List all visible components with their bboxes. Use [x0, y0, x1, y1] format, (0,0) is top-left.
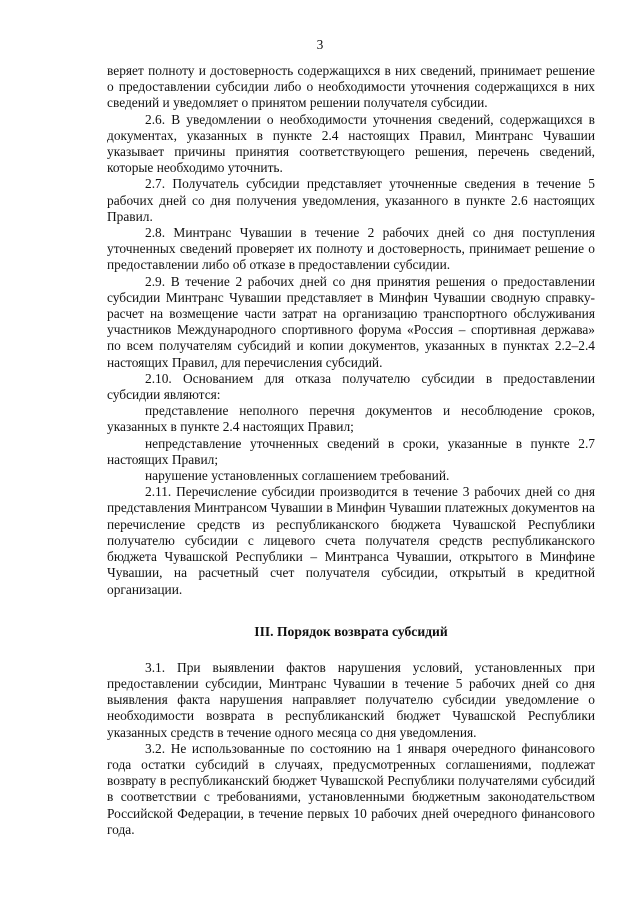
paragraph-3-2: 3.2. Не использованные по состоянию на 1 января очередного финансового года остатки субсидий в случаях, предусмотренных соглашениями, подлежат возврату в республиканский бюджет Чувашской Республики получателями субсидий в соответствии с требованиями, установленными бюджетным законодательством Российской Федерации, в течение первых 10 рабочих дней очередного финансового года. [107, 740, 595, 837]
paragraph-continuation: веряет полноту и достоверность содержащихся в них сведений, принимает решение о предоставлении субсидии либо о необходимости уточнения содержащихся в них сведений и уведомляет о принятом решении получателя субсидии. [107, 63, 595, 111]
document-body [107, 63, 595, 838]
paragraph-2-9: 2.9. В течение 2 рабочих дней со дня принятия решения о предоставлении субсидии Минтранс Чувашии представляет в Минфин Чувашии сводную справку-расчет на возмещение части затрат на организацию транспортного обслуживания участников Международного спортивного форума «Россия – спортивная держава» по всем получателям субсидий и копии документов, указанных в пунктах 2.2–2.4 настоящих Правил, для перечисления субсидий. [107, 273, 595, 370]
paragraph-2-10: 2.10. Основанием для отказа получателю субсидии в предоставлении субсидии являются: [107, 370, 595, 403]
paragraph-2-8: 2.8. Минтранс Чувашии в течение 2 рабочих дней со дня поступления уточненных сведений проверяет их полноту и достоверность, принимает решение о предоставлении либо об отказе в предоставлении субсидии. [107, 225, 595, 273]
page-number: 3 [316, 37, 324, 52]
paragraph-2-11: 2.11. Перечисление субсидии производится в течение 3 рабочих дней со дня представления Минтрансом Чувашии в Минфин Чувашии платежных документов на перечисление средств из республиканского бюджета Чувашской Республики получателю субсидии с лицевого счета получателя средств республиканского бюджета Чувашской Республики – Минтранса Чувашии, открытого в Минфине Чувашии, на расчетный счет получателя субсидии, открытый в кредитной организации. [107, 484, 595, 597]
list-item-incomplete-documents: представление неполного перечня документов и несоблюдение сроков, указанных в пункте 2.4 настоящих Правил; [107, 403, 595, 435]
list-item-no-clarified-info: непредставление уточненных сведений в сроки, указанные в пункте 2.7 настоящих Правил; [107, 435, 595, 467]
paragraph-3-1: 3.1. При выявлении фактов нарушения условий, установленных при предоставлении субсидии, Минтранс Чувашии в течение 5 рабочих дней со дня выявления факта нарушения направляет получателю субсидии уведомление о необходимости возврата в республиканский бюджет Чувашской Республики указанных средств в течение одного месяца со дня уведомления. [107, 659, 595, 740]
list-item-requirements-violation: нарушение установленных соглашением требований. [145, 468, 450, 484]
paragraph-2-7: 2.7. Получатель субсидии представляет уточненные сведения в течение 5 рабочих дней со дня получения уведомления, указанного в пункте 2.6 настоящих Правил. [107, 176, 595, 224]
paragraph-2-6: 2.6. В уведомлении о необходимости уточнения сведений, содержащихся в документах, указанных в пункте 2.4 настоящих Правил, Минтранс Чувашии указывает причины принятия соответствующего решения, перечень сведений, которые необходимо уточнить. [107, 111, 595, 176]
section-heading: III. Порядок возврата субсидий [254, 623, 448, 639]
